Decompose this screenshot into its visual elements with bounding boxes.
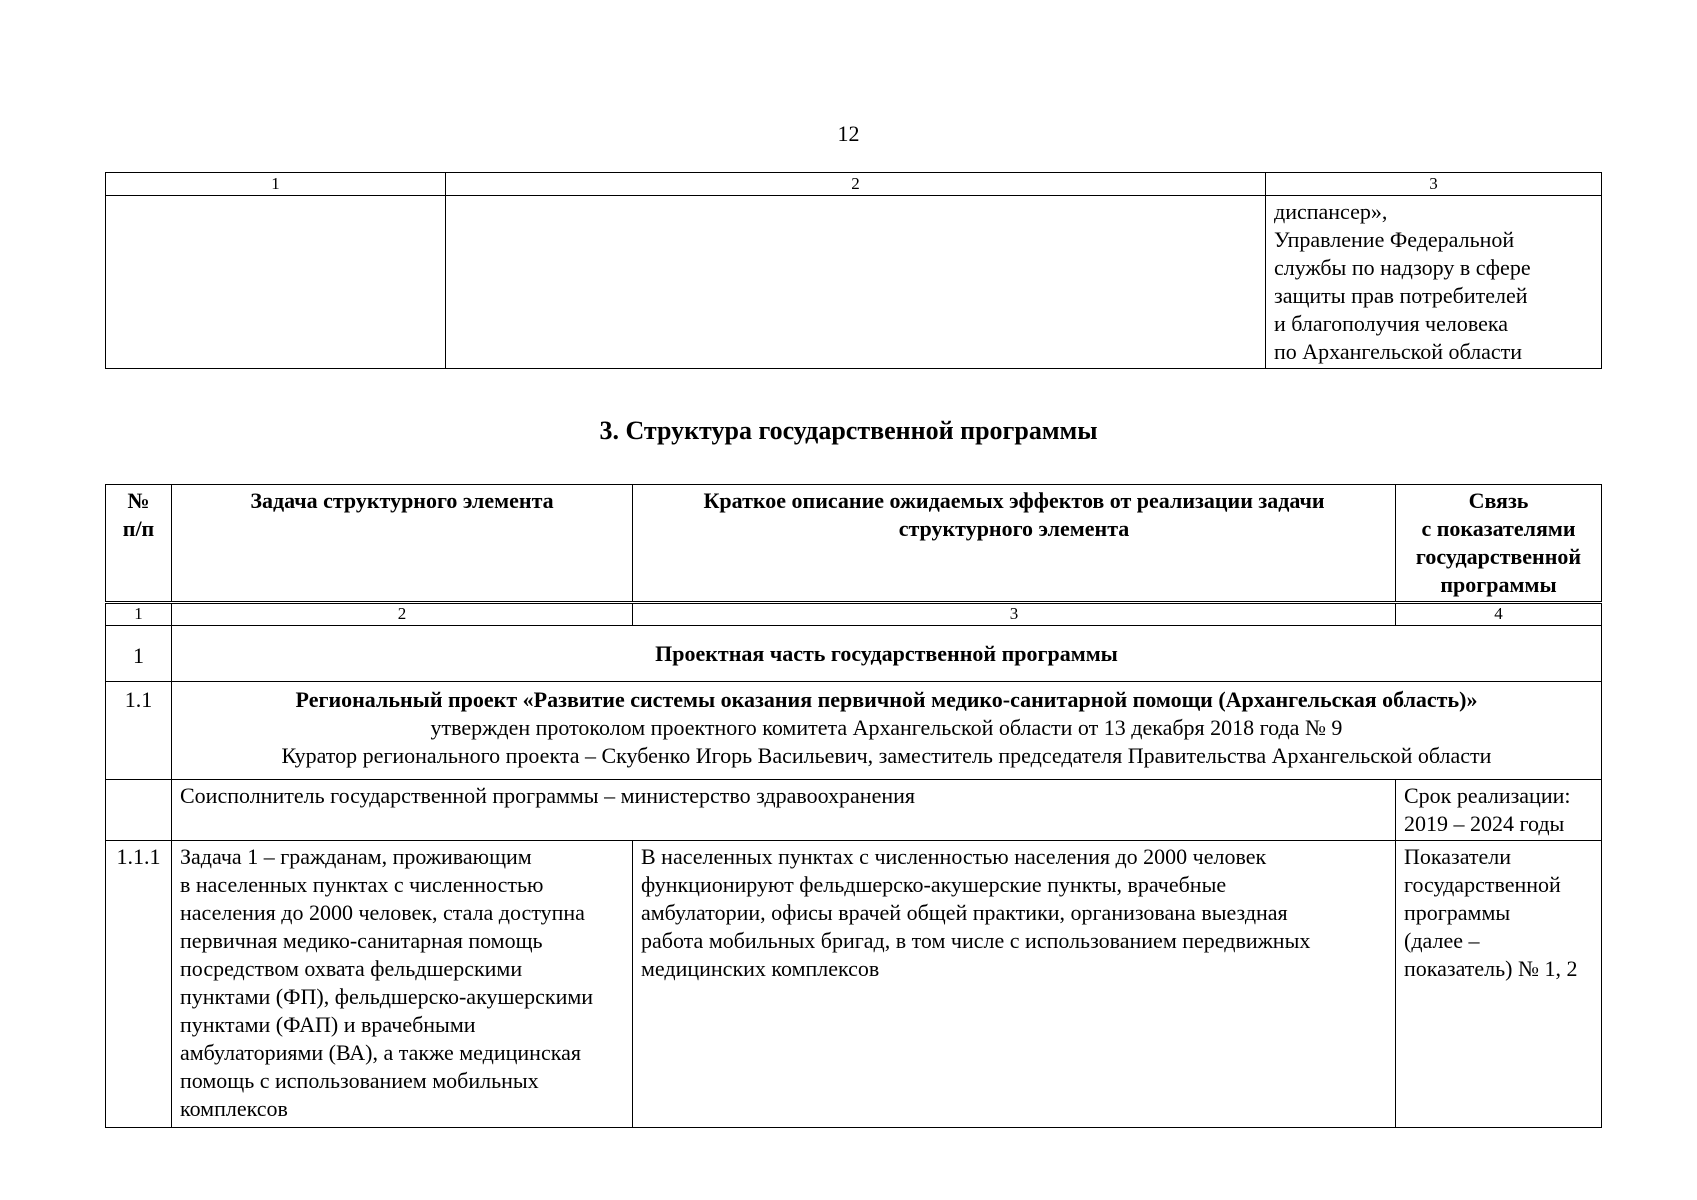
row-number: 1.1.1: [106, 841, 172, 1128]
text-line: по Архангельской области: [1274, 339, 1523, 364]
col-number-2: 2: [446, 173, 1266, 196]
page-number: 12: [837, 121, 860, 146]
text-line: функционируют фельдшерско-акушерские пункты, врачебные: [641, 872, 1227, 897]
text-line: медицинских комплексов: [641, 956, 880, 981]
continuation-table: [105, 172, 1602, 369]
structure-header-row: [106, 485, 1602, 603]
text-line: структурного элемента: [898, 516, 1130, 541]
regional-project-info: [172, 682, 1602, 780]
text-line: 2019 – 2024 годы: [1404, 811, 1565, 836]
approval-text: утвержден протоколом проектного комитета Архангельской области от 13 декабря 2018 года № 9: [430, 715, 1343, 740]
text-line: пунктами (ФАП) и врачебными: [180, 1012, 476, 1037]
text-line: с показателями: [1421, 516, 1576, 541]
structure-table: [105, 484, 1602, 1128]
continuation-body-row: [106, 196, 1602, 369]
indicator-link: [1396, 841, 1602, 1128]
col-number-3: 3: [633, 603, 1396, 626]
responsible-text: [1266, 196, 1602, 369]
text-line: Краткое описание ожидаемых эффектов от реализации задачи: [703, 488, 1325, 513]
text-line: государственной: [1404, 872, 1561, 897]
text-line: п/п: [122, 516, 155, 541]
regional-project-row: [106, 682, 1602, 780]
header-indicators: [1396, 485, 1602, 603]
task-description: [172, 841, 633, 1128]
text-line: показатель) № 1, 2: [1404, 956, 1578, 981]
text-line: посредством охвата фельдшерскими: [180, 956, 523, 981]
text-line: (далее –: [1404, 928, 1480, 953]
text-line: Связь: [1468, 488, 1529, 513]
text-line: Показатели: [1404, 844, 1512, 869]
empty-cell: [106, 780, 172, 841]
header-task: Задача структурного элемента: [172, 485, 633, 603]
col-number-4: 4: [1396, 603, 1602, 626]
text-line: №: [127, 488, 150, 513]
row-number: 1.1: [106, 682, 172, 780]
text-line: и благополучия человека: [1274, 311, 1509, 336]
text-line: пунктами (ФП), фельдшерско-акушерскими: [180, 984, 594, 1009]
col-number-2: 2: [172, 603, 633, 626]
text-line: в населенных пунктах с численностью: [180, 872, 544, 897]
implementation-term: [1396, 780, 1602, 841]
task-row: [106, 841, 1602, 1128]
text-line: Срок реализации:: [1404, 783, 1571, 808]
text-line: амбулатории, офисы врачей общей практики, организована выездная: [641, 900, 1288, 925]
co-executor-text: Соисполнитель государственной программы – министерство здравоохранения: [172, 780, 1396, 841]
text-line: амбулаториями (ВА), а также медицинская: [180, 1040, 581, 1065]
text-line: работа мобильных бригад, в том числе с использованием передвижных: [641, 928, 1311, 953]
text-line: В населенных пунктах с численностью населения до 2000 человек: [641, 844, 1267, 869]
project-part-title: Проектная часть государственной программы: [172, 626, 1602, 682]
empty-cell: [106, 196, 446, 369]
text-line: программы: [1440, 572, 1557, 597]
text-line: комплексов: [180, 1096, 288, 1121]
col-number-1: 1: [106, 603, 172, 626]
col-number-1: 1: [106, 173, 446, 196]
text-line: защиты прав потребителей: [1274, 283, 1528, 308]
header-effects: [633, 485, 1396, 603]
header-number: [106, 485, 172, 603]
text-line: государственной: [1415, 544, 1582, 569]
project-part-row: [106, 626, 1602, 682]
section-title: 3. Структура государственной программы: [599, 416, 1098, 445]
col-number-3: 3: [1266, 173, 1602, 196]
text-line: диспансер»,: [1274, 199, 1388, 224]
curator-text: Куратор регионального проекта – Скубенко Игорь Васильевич, заместитель председателя Правительства Архангельской области: [281, 743, 1492, 768]
empty-cell: [446, 196, 1266, 369]
text-line: службы по надзору в сфере: [1274, 255, 1531, 280]
text-line: Управление Федеральной: [1274, 227, 1515, 252]
effects-description: [633, 841, 1396, 1128]
text-line: помощь с использованием мобильных: [180, 1068, 539, 1093]
column-number-row: [106, 603, 1602, 626]
regional-project-title: Региональный проект «Развитие системы оказания первичной медико-санитарной помощи (Архангельская область)»: [295, 687, 1478, 712]
text-line: Задача 1 – гражданам, проживающим: [180, 844, 532, 869]
text-line: программы: [1404, 900, 1511, 925]
text-line: первичная медико-санитарная помощь: [180, 928, 543, 953]
row-number: 1: [106, 626, 172, 682]
text-line: населения до 2000 человек, стала доступна: [180, 900, 585, 925]
continuation-header-row: [106, 173, 1602, 196]
co-executor-row: [106, 780, 1602, 841]
